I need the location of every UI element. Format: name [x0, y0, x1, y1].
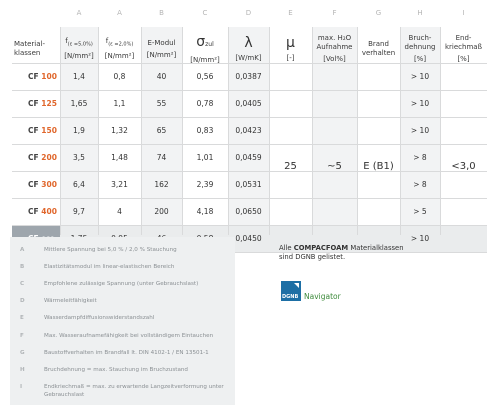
table-cell-c: 2,39 — [196, 180, 214, 189]
table-row — [12, 144, 487, 171]
legend-key: I — [20, 384, 23, 390]
material-class-cell — [12, 198, 60, 225]
column-divider — [98, 27, 99, 235]
column-divider — [228, 27, 229, 235]
header-material-line1: Material- — [14, 40, 45, 48]
table-cell-d: 0,0531 — [235, 180, 262, 189]
table-row — [12, 117, 487, 144]
merged-cell-e: 25 — [284, 161, 297, 172]
table-cell-a1: 6,4 — [73, 180, 85, 189]
header-subscript: zul — [205, 40, 214, 48]
table-cell-c: 0,83 — [196, 126, 214, 135]
column-letter: F — [332, 9, 337, 17]
column-letter: E — [288, 9, 293, 17]
row-divider — [12, 63, 487, 64]
legend-text: Elastizitätsmodul im linear-elastischen Bereich — [44, 264, 175, 270]
dgnb-note — [279, 244, 479, 262]
column-divider — [182, 27, 183, 235]
table-cell-a2: 1,1 — [113, 99, 126, 108]
table-cell-a2: 4 — [117, 207, 122, 216]
dgnb-note-line2: sind DGNB gelistet. — [279, 253, 346, 261]
header-title: E-Modul — [147, 38, 176, 47]
table-cell-h: > 10 — [410, 234, 430, 243]
material-class-cell — [12, 63, 60, 90]
header-unit: [N/mm²] — [104, 52, 135, 61]
material-prefix: CF — [28, 126, 39, 135]
legend-text: Mittlere Spannung bei 5,0 % / 2,0 % Stauchung — [44, 247, 177, 253]
material-class-cell — [12, 117, 60, 144]
material-class-cell — [12, 90, 60, 117]
table-cell-h: > 10 — [410, 126, 430, 135]
header-unit: [W/mK] — [235, 54, 262, 62]
table-cell-d: 0,0650 — [235, 207, 262, 216]
column-letter: A — [76, 9, 82, 17]
material-prefix: CF — [28, 153, 39, 162]
column-letter: C — [202, 9, 208, 17]
table-cell-c: 4,18 — [196, 207, 214, 216]
header-subscript: (ε =2,0%) — [108, 41, 134, 48]
table-row — [12, 63, 487, 90]
table-cell-a1: 1,65 — [70, 99, 88, 108]
legend-key: F — [20, 333, 24, 339]
header-title: Brand verhalten — [361, 40, 396, 57]
header-symbol: μ — [286, 35, 295, 51]
header-title: max. H₂O Aufnahme — [316, 34, 353, 51]
table-cell-a1: 1,4 — [73, 72, 85, 81]
material-number: 300 — [41, 180, 57, 189]
column-letter: I — [462, 9, 465, 17]
row-divider — [12, 144, 487, 145]
column-letter: A — [117, 9, 122, 17]
dgnb-logo-corner-icon — [294, 283, 299, 288]
merged-cell-g: E (B1) — [363, 161, 394, 172]
material-number: 125 — [41, 99, 57, 108]
table-row — [12, 90, 487, 117]
table-cell-a2: 0,8 — [113, 72, 126, 81]
dgnb-logo-icon — [281, 281, 301, 301]
header-symbol: σ — [196, 33, 206, 50]
row-divider — [12, 198, 487, 199]
header-title: Bruch-dehnung — [404, 34, 436, 51]
column-letter: B — [159, 9, 164, 17]
table-cell-a1: 1,9 — [73, 126, 85, 135]
dgnb-note-pre: Alle — [279, 244, 294, 252]
row-divider — [12, 90, 487, 91]
header-unit: [%] — [457, 55, 470, 63]
column-divider — [60, 27, 61, 235]
merged-cell-f: ~5 — [327, 161, 342, 172]
table-row — [12, 198, 487, 225]
header-unit: [N/mm²] — [64, 52, 94, 61]
table-cell-c: 0,56 — [196, 72, 214, 81]
legend-panel — [10, 237, 235, 405]
material-class-cell — [12, 144, 60, 171]
legend-key: B — [20, 264, 25, 270]
table-cell-a2: 3,21 — [111, 180, 128, 189]
row-divider — [12, 171, 487, 172]
material-class-cell — [12, 171, 60, 198]
legend-key: D — [20, 298, 25, 304]
dgnb-note-brand: COMPACFOAM — [293, 244, 349, 252]
material-prefix: CF — [28, 99, 39, 108]
header-symbol: f — [65, 36, 68, 45]
table-cell-c: 0,78 — [196, 99, 214, 108]
table-cell-b: 55 — [156, 99, 167, 108]
table-cell-a2: 1,32 — [111, 126, 128, 135]
header-subscript: (ε =5,0%) — [67, 41, 93, 48]
table-cell-d: 0,0387 — [235, 72, 262, 81]
table-cell-c: 1,01 — [196, 153, 214, 162]
table-cell-h: > 8 — [413, 153, 427, 162]
header-symbol: λ — [244, 35, 253, 51]
dgnb-logo-text: DGNB — [282, 294, 299, 300]
column-divider — [400, 27, 401, 235]
header-unit: [Vol%] — [323, 55, 346, 63]
table-cell-d: 0,0405 — [235, 99, 262, 108]
table-cell-h: > 5 — [413, 207, 427, 216]
table-cell-h: > 8 — [413, 180, 427, 189]
legend-text: Empfohlene zulässige Spannung (unter Gebrauchslast) — [44, 281, 199, 287]
dgnb-note-post: Materialklassen — [348, 244, 404, 252]
material-prefix: CF — [28, 180, 39, 189]
table-cell-d: 0,0423 — [235, 126, 262, 135]
legend-text: Wärmeleitfähigkeit — [44, 298, 97, 304]
merged-cell-i: <3,0 — [451, 161, 476, 172]
legend-key: C — [20, 281, 25, 287]
table-cell-b: 200 — [154, 207, 169, 216]
header-material-line2: klassen — [14, 49, 41, 57]
table-cell-b: 162 — [154, 180, 169, 189]
table-cell-b: 65 — [156, 126, 167, 135]
legend-key: A — [20, 247, 25, 253]
material-number: 100 — [41, 72, 57, 81]
material-number: 400 — [41, 207, 57, 216]
table-row — [12, 171, 487, 198]
table-cell-h: > 10 — [410, 99, 430, 108]
material-number: 200 — [41, 153, 57, 162]
column-letter-row — [0, 6, 500, 20]
material-prefix: CF — [28, 207, 39, 216]
column-letter: D — [245, 9, 252, 17]
legend-text: Max. Wasseraufnamefähigkeit bei vollständigem Eintauchen — [44, 333, 214, 339]
table-cell-a2: 1,48 — [111, 153, 128, 162]
column-divider — [141, 27, 142, 235]
header-unit: [%] — [413, 55, 427, 63]
legend-key: E — [20, 315, 24, 321]
table-cell-d: 0,0450 — [235, 234, 262, 243]
column-letter: G — [375, 9, 382, 17]
dgnb-navigator-label: Navigator — [304, 292, 341, 301]
legend-text: Bruchdehnung = max. Stauchung im Bruchzustand — [44, 367, 188, 373]
table-cell-d: 0,0459 — [235, 153, 262, 162]
header-unit: [N/mm²] — [146, 50, 177, 59]
row-divider — [12, 225, 487, 226]
header-unit: [N/mm²] — [190, 55, 220, 64]
row-divider — [12, 117, 487, 118]
legend-text: Baustoffverhalten im Brandfall lt. DIN 4102-1 / EN 13501-1 — [44, 350, 209, 356]
header-symbol: f — [105, 36, 109, 45]
table-cell-h: > 10 — [410, 72, 430, 81]
header-unit: [-] — [286, 54, 295, 62]
table-cell-a1: 3,5 — [73, 153, 85, 162]
material-prefix: CF — [28, 72, 39, 81]
legend-text: Endkriechmaß = max. zu erwartende Langzeitverformung unter Gebrauchslast — [44, 384, 224, 398]
column-letter: H — [417, 9, 423, 17]
table-cell-b: 40 — [156, 72, 167, 81]
header-title: End-kriechmaß — [445, 34, 482, 51]
legend-key: G — [20, 350, 25, 356]
table-cell-a1: 9,7 — [73, 207, 85, 216]
material-number: 150 — [41, 126, 57, 135]
table-cell-b: 74 — [156, 153, 167, 162]
legend-key: H — [20, 367, 25, 373]
legend-text: Wasserdampfdiffusionswiderstandszahl — [44, 315, 155, 321]
